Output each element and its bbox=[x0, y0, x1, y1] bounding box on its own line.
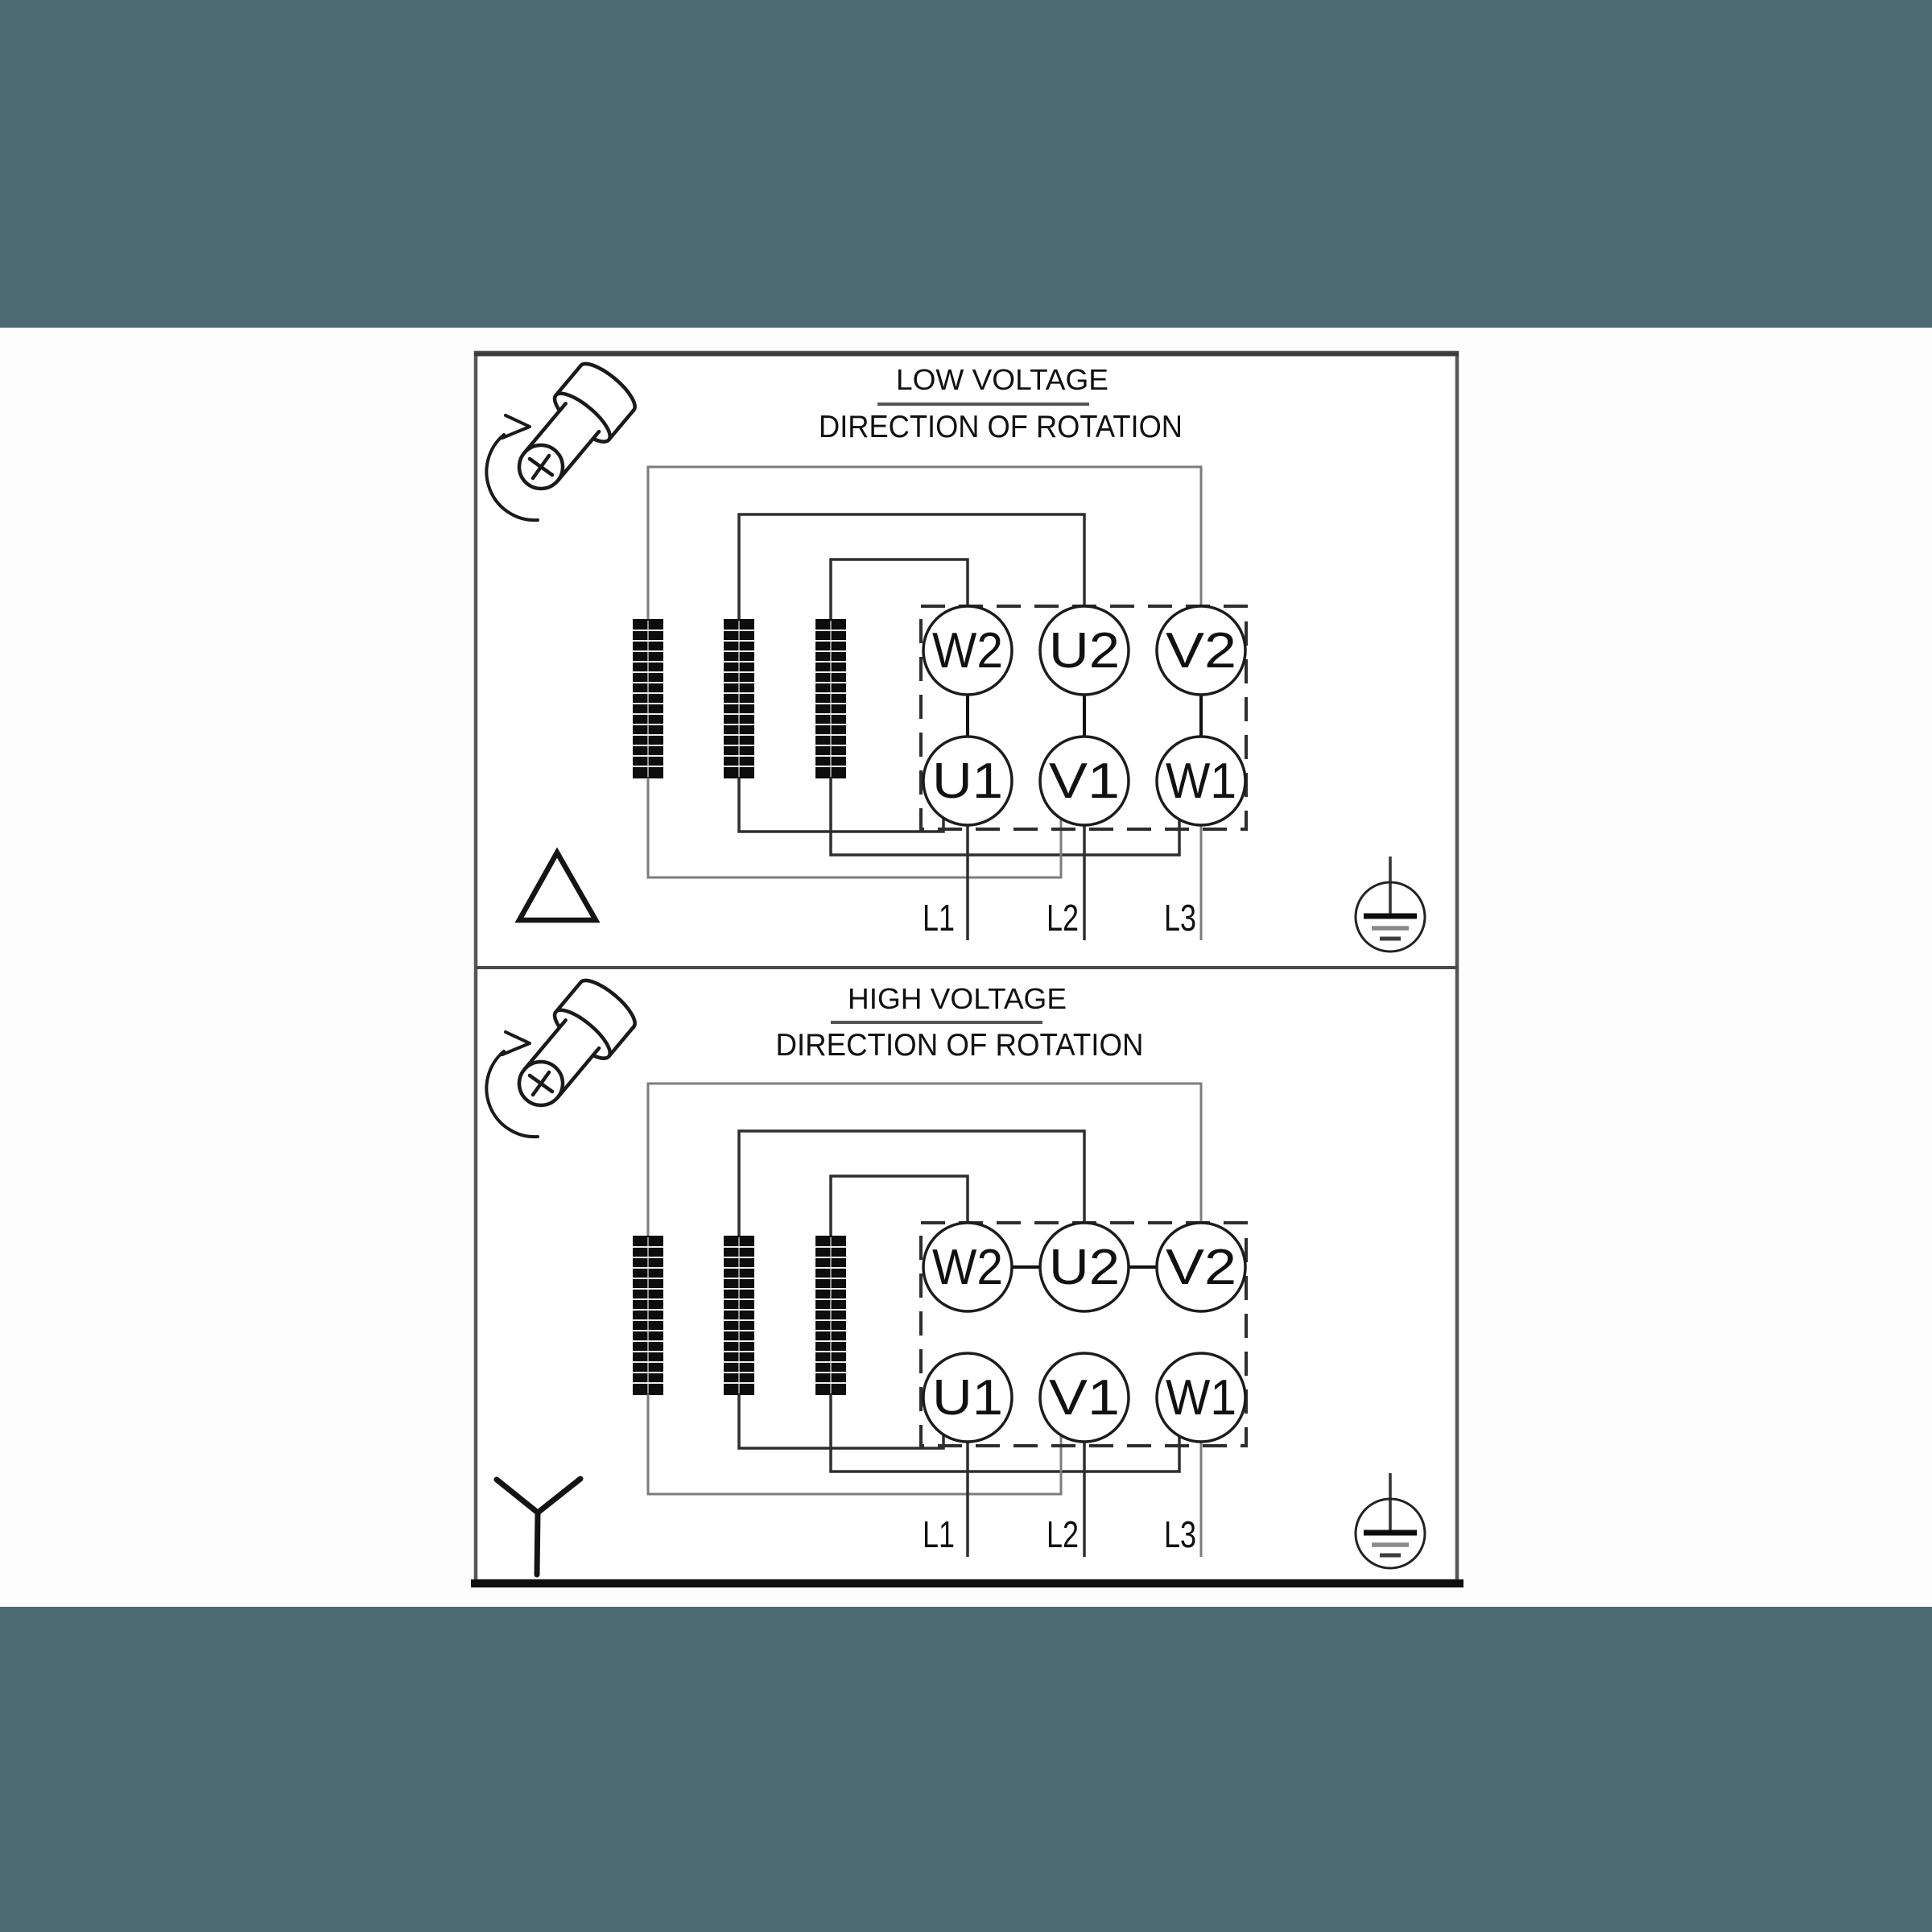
terminal-u1 bbox=[923, 737, 1012, 825]
supply-line-label: L3 bbox=[1164, 897, 1196, 939]
terminal-label: V1 bbox=[1049, 1370, 1120, 1426]
high-voltage-title: HIGH VOLTAGE bbox=[848, 982, 1067, 1015]
high-voltage-subtitle: DIRECTION OF ROTATION bbox=[775, 1028, 1144, 1063]
motor-winding-coil bbox=[815, 1236, 846, 1395]
motor-winding-coil bbox=[815, 619, 846, 778]
terminal-w1 bbox=[1157, 737, 1245, 825]
terminal-v1 bbox=[1040, 737, 1129, 825]
terminal-label: V1 bbox=[1049, 753, 1120, 809]
motor-winding-coil bbox=[724, 1236, 754, 1395]
terminal-label: U2 bbox=[1049, 623, 1120, 679]
terminal-label: W1 bbox=[1166, 1370, 1236, 1426]
supply-line-label: L3 bbox=[1164, 1513, 1196, 1555]
terminal-u2 bbox=[1040, 1223, 1129, 1311]
frame-bottom-shadow bbox=[471, 1579, 1463, 1587]
terminal-u2 bbox=[1040, 606, 1129, 695]
terminal-label: U1 bbox=[932, 1370, 1003, 1426]
motor-winding-coil bbox=[633, 1236, 663, 1395]
terminal-w2 bbox=[923, 606, 1012, 695]
terminal-label: V2 bbox=[1166, 623, 1236, 679]
terminal-label: W1 bbox=[1166, 753, 1236, 809]
supply-line-label: L1 bbox=[923, 897, 955, 939]
supply-line-label: L2 bbox=[1046, 1513, 1079, 1555]
terminal-v2 bbox=[1157, 606, 1245, 695]
top-banner bbox=[0, 0, 1932, 328]
terminal-w1 bbox=[1157, 1353, 1245, 1442]
low-voltage-subtitle: DIRECTION OF ROTATION bbox=[819, 410, 1183, 444]
terminal-label: U1 bbox=[932, 753, 1003, 809]
terminal-u1 bbox=[923, 1353, 1012, 1442]
supply-line-label: L2 bbox=[1046, 897, 1079, 939]
terminal-w2 bbox=[923, 1223, 1012, 1311]
low-voltage-title: LOW VOLTAGE bbox=[896, 363, 1108, 396]
bottom-banner bbox=[0, 1607, 1932, 1932]
terminal-label: W2 bbox=[932, 623, 1003, 679]
terminal-v2 bbox=[1157, 1223, 1245, 1311]
supply-line-label: L1 bbox=[923, 1513, 955, 1555]
motor-winding-coil bbox=[633, 619, 663, 778]
motor-winding-coil bbox=[724, 619, 754, 778]
terminal-label: V2 bbox=[1166, 1240, 1236, 1295]
terminal-v1 bbox=[1040, 1353, 1129, 1442]
terminal-label: U2 bbox=[1049, 1240, 1120, 1295]
terminal-label: W2 bbox=[932, 1240, 1003, 1295]
